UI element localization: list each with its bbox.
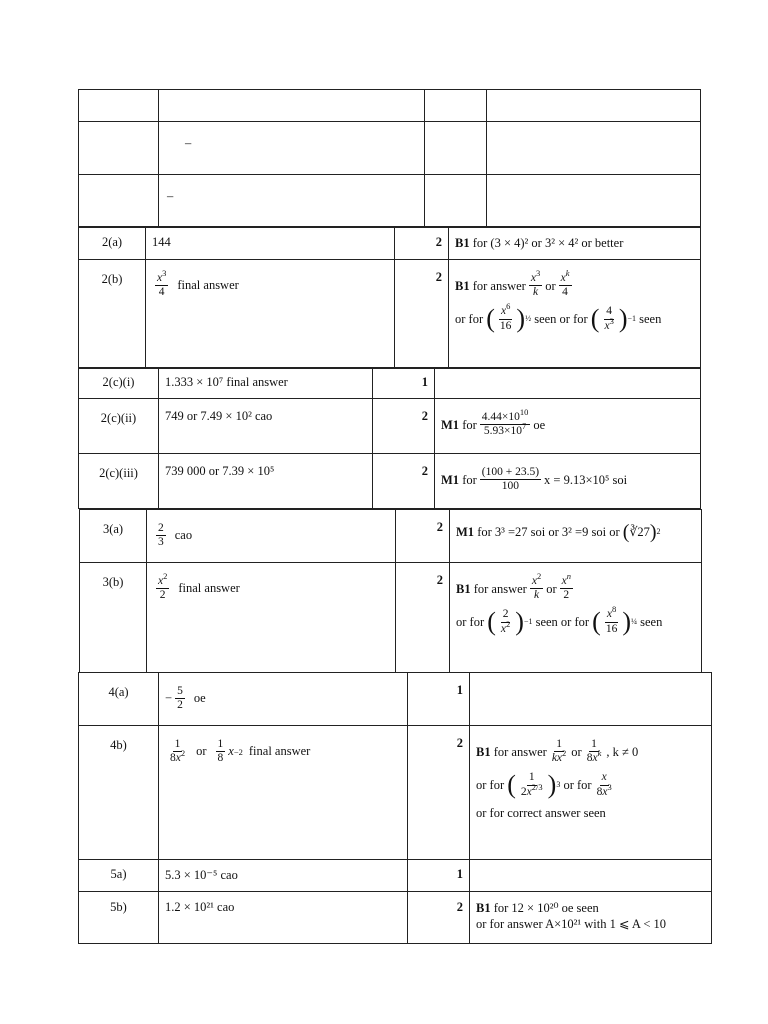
q5-table (78, 859, 712, 944)
marks-cell: 2 (396, 510, 450, 563)
question-label: 2(c)(ii) (79, 399, 159, 454)
q4-table (78, 672, 712, 860)
question-label: 2(c)(i) (79, 369, 159, 399)
answer-cell: 739 000 or 7.39 × 10⁵ (159, 454, 373, 509)
notes-cell (435, 369, 701, 399)
notes-cell: B1 for 12 × 10²⁰ oe seen or for answer A×10²¹ with 1 ⩽ A < 10 (470, 892, 712, 944)
q2-c-table (78, 368, 701, 509)
answer-cell: $\frac{1}{8x^2}$ or $\frac{1}{8}$ x −2 final answer (159, 726, 408, 860)
notes-cell: B1 for (3 × 4)² or 3² × 4² or better (449, 227, 701, 260)
question-label: 3(b) (80, 563, 147, 673)
answer-cell: $\frac{x^2}{2}$ final answer (147, 563, 396, 673)
marks-cell: 2 (373, 454, 435, 509)
answer-cell: 5.3 × 10⁻⁵ cao (159, 860, 408, 892)
question-label: 2(a) (79, 227, 146, 260)
marks-cell: 1 (408, 673, 470, 726)
notes-cell: B1 for answer $\frac{1}{kx^2}$ or $\frac{1}{8x^k}$ , k ≠ 0 or for ( $\frac{1}{2x^{2/3}}$ ) 3 or for $\frac{x}{8x^3}$ or for correct answer seen (470, 726, 712, 860)
notes-cell: B1 for answer $\frac{x^2}{k}$ or $\frac{x^n}{2}$ or for ( $\frac{2}{x^2}$ ) −1 seen or for ( $\frac{x^8}{16}$ ) ¼ seen (450, 563, 702, 673)
notes-cell (470, 673, 712, 726)
fraction: $\frac{x^3}{4}$ (157, 268, 167, 299)
answer-cell: 1.2 × 10²¹ cao (159, 892, 408, 944)
question-label: 4(a) (79, 673, 159, 726)
answer-cell: 749 or 7.49 × 10² cao (159, 399, 373, 454)
notes-cell: M1 for $\frac{(100 + 23.5)}{100}$ x = 9.13×10⁵ soi (435, 454, 701, 509)
question-label: 5a) (79, 860, 159, 892)
notes-cell: B1 for answer $\frac{x^3}{k}$ or $\frac{x^k}{4}$ or for ( $\frac{x^6}{16}$ ) ½ seen or for ( $\frac{4}{x^3}$ ) −1 seen (449, 260, 701, 368)
marks-cell: 2 (395, 227, 449, 260)
q3-table (79, 509, 702, 673)
answer-cell: 144 (146, 227, 395, 260)
question-label: 2(b) (79, 260, 146, 368)
marks-cell: 2 (373, 399, 435, 454)
answer-cell: $\frac{2}{3}$ cao (147, 510, 396, 563)
question-label: 3(a) (80, 510, 147, 563)
q2-ab-table (78, 226, 701, 368)
question-label: 4b) (79, 726, 159, 860)
dash-mark: – (167, 189, 174, 203)
marks-cell: 2 (396, 563, 450, 673)
question-label: 5b) (79, 892, 159, 944)
marks-cell: 2 (408, 892, 470, 944)
marks-cell: 1 (408, 860, 470, 892)
header-table (78, 89, 701, 228)
marks-cell: 2 (395, 260, 449, 368)
question-label: 2(c)(iii) (79, 454, 159, 509)
notes-cell: M1 for 3³ =27 soi or 3² =9 soi or ( ∛27 ) 2 (450, 510, 702, 563)
marks-cell: 1 (373, 369, 435, 399)
marks-cell: 2 (408, 726, 470, 860)
answer-cell: $\frac{x^3}{4}$ final answer (146, 260, 395, 368)
notes-cell: M1 for $\frac{4.44\times 10^{10}}{5.93\times 10^7}$ oe (435, 399, 701, 454)
dash-mark: – (185, 136, 192, 150)
answer-cell: 1.333 × 10⁷ final answer (159, 369, 373, 399)
answer-cell: − $\frac{5}{2}$ oe (159, 673, 408, 726)
notes-cell (470, 860, 712, 892)
